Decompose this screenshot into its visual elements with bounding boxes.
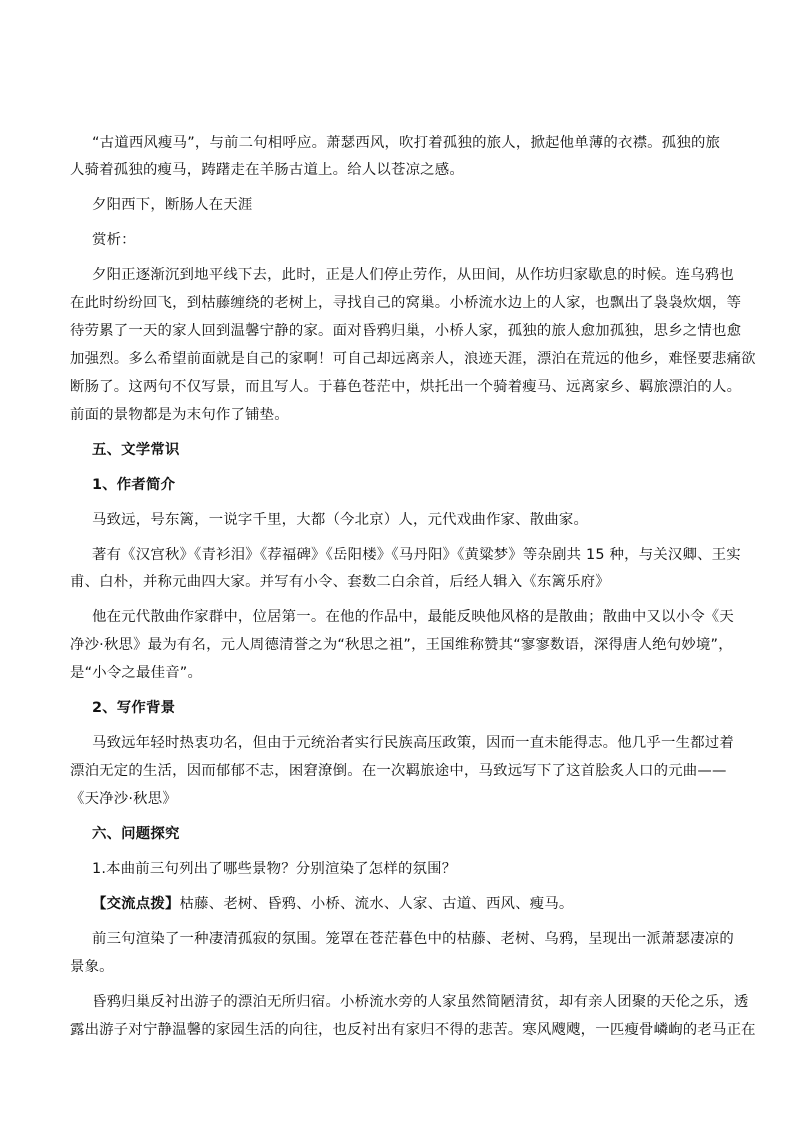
paragraph-line: 他在元代散曲作家群中，位居第一。在他的作品中，最能反映他风格的是散曲；散曲中又以小令《天 xyxy=(92,609,734,625)
paragraph-line: 景象。 xyxy=(70,959,114,975)
paragraph-line: 夕阳正逐渐沉到地平线下去，此时，正是人们停止劳作，从田间，从作坊归家歇息的时候。连乌鸦也 xyxy=(92,267,734,283)
answer-tag: 【交流点拨】 xyxy=(92,896,180,912)
paragraph-line: “古道西风瘦马”，与前二句相呼应。萧瑟西风，吹打着孤独的旅人，掀起他单薄的衣襟。孤独的旅 xyxy=(92,135,721,151)
answer-line xyxy=(92,894,574,914)
paragraph-line: 漂泊无定的生活，因而郁郁不志，困窘潦倒。在一次羁旅途中，马致远写下了这首脍炙人口的元曲—— xyxy=(70,763,727,779)
section-heading: 五、文学常识 xyxy=(92,442,180,458)
paragraph-line: 《天净沙·秋思》 xyxy=(70,791,177,807)
paragraph-line: 人骑着孤独的瘦马，踌躇走在羊肠古道上。给人以苍凉之感。 xyxy=(70,162,464,178)
question-line: 1.本曲前三句列出了哪些景物？分别渲染了怎样的氛围？ xyxy=(92,861,457,877)
paragraph-line: 待劳累了一天的家人回到温馨宁静的家。面对昏鸦归巢，小桥人家，孤独的旅人愈加孤独，思乡之情也愈 xyxy=(70,323,742,339)
paragraph-line: 著有《汉宫秋》《青衫泪》《荐福碑》《岳阳楼》《马丹阳》《黄粱梦》等杂剧共 15 种，与关汉卿、王实 xyxy=(92,547,741,563)
answer-text: 枯藤、老树、昏鸦、小桥、流水、人家、古道、西风、瘦马。 xyxy=(179,896,574,912)
verse-line: 夕阳西下，断肠人在天涯 xyxy=(92,197,253,213)
paragraph-line: 加强烈。多么希望前面就是自己的家啊！可自己却远离亲人，浪迹天涯，漂泊在荒远的他乡，难怪要悲痛欲 xyxy=(70,351,756,367)
paragraph-line: 甫、白朴，并称元曲四大家。并写有小令、套数二白余首，后经人辑入《东篱乐府》 xyxy=(70,574,610,590)
analysis-label: 赏析： xyxy=(92,232,136,248)
subsection-heading: 2、写作背景 xyxy=(92,700,176,716)
paragraph-line: 前面的景物都是为末句作了铺垫。 xyxy=(70,407,289,423)
paragraph-line: 净沙·秋思》最为有名，元人周德清誉之为“秋思之祖”，王国维称赞其“寥寥数语，深得唐人绝句妙境”， xyxy=(70,637,733,653)
paragraph-line: 露出游子对宁静温馨的家园生活的向往，也反衬出有家归不得的悲苦。寒风飕飕，一匹瘦骨嶙峋的老马正在 xyxy=(70,1022,756,1038)
paragraph-line: 在此时纷纷回飞，到枯藤缠绕的老树上，寻找自己的窝巢。小桥流水边上的人家，也飘出了袅袅炊烟，等 xyxy=(70,295,742,311)
paragraph-line: 马致远，号东篱，一说字千里，大都（今北京）人，元代戏曲作家、散曲家。 xyxy=(92,512,589,528)
paragraph-line: 昏鸦归巢反衬出游子的漂泊无所归宿。小桥流水旁的人家虽然简陋清贫，却有亲人团聚的天伦之乐，透 xyxy=(92,994,749,1010)
section-heading: 六、问题探究 xyxy=(92,826,180,842)
paragraph-line: 是“小令之最佳音”。 xyxy=(70,665,203,681)
subsection-heading: 1、作者简介 xyxy=(92,477,176,493)
paragraph-line: 马致远年轻时热衷功名，但由于元统治者实行民族高压政策，因而一直未能得志。他几乎一生都过着 xyxy=(92,735,734,751)
paragraph-line: 断肠了。这两句不仅写景，而且写人。于暮色苍茫中，烘托出一个骑着瘦马、远离家乡、羁旅漂泊的人。 xyxy=(70,379,742,395)
paragraph-line: 前三句渲染了一种凄清孤寂的氛围。笼罩在苍茫暮色中的枯藤、老树、乌鸦，呈现出一派萧瑟凄凉的 xyxy=(92,931,734,947)
